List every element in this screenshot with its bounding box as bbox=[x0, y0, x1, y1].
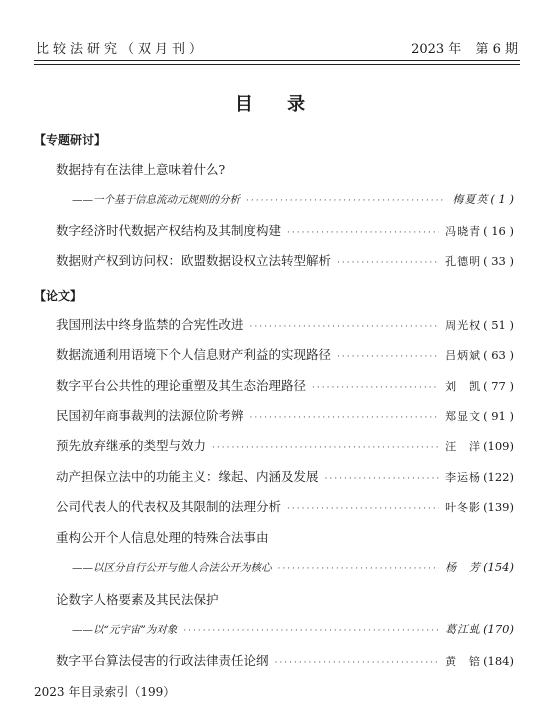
annual-index-note: 2023 年目录索引（199） bbox=[34, 685, 176, 699]
entry-page: (139) bbox=[483, 500, 514, 514]
entry-author: 杨 芳 bbox=[445, 561, 482, 574]
leader-dots bbox=[246, 196, 446, 206]
toc-entry-title: 重构公开个人信息处理的特殊合法事由 bbox=[56, 530, 269, 545]
toc-entry[interactable] bbox=[72, 559, 514, 575]
entry-page: ( 33 ) bbox=[483, 254, 514, 268]
entry-title: 数字经济时代数据产权结构及其制度构建 bbox=[56, 223, 282, 238]
entry-subtitle: ——以“元宇宙”为对象 bbox=[72, 624, 178, 636]
entry-author: 李运杨 bbox=[445, 471, 482, 484]
entry-author: 叶冬影 bbox=[445, 501, 482, 514]
toc-entry-title: 数据持有在法律上意味着什么? bbox=[56, 162, 226, 177]
entry-page: ( 91 ) bbox=[483, 409, 514, 423]
leader-dots bbox=[275, 658, 440, 668]
entry-author: 郑显文 bbox=[445, 410, 482, 423]
entry-title: 数字平台公共性的理论重塑及其生态治理路径 bbox=[56, 378, 307, 393]
toc-entry-title: 论数字人格要素及其民法保护 bbox=[56, 592, 219, 607]
issue-year: 2023 年 bbox=[411, 42, 462, 57]
leader-dots bbox=[337, 258, 439, 268]
entry-page: ( 77 ) bbox=[483, 379, 514, 393]
entry-author: 吕炳斌 bbox=[445, 349, 482, 362]
leader-dots bbox=[287, 504, 439, 514]
leader-dots bbox=[183, 626, 439, 636]
entry-title: 动产担保立法中的功能主义：缘起、内涵及发展 bbox=[56, 469, 319, 484]
toc-entry[interactable] bbox=[56, 651, 514, 669]
leader-dots bbox=[250, 322, 440, 332]
entry-author: 梅夏英 bbox=[452, 193, 489, 206]
header-rule-thick bbox=[34, 60, 520, 61]
entry-page: (154) bbox=[483, 560, 514, 574]
entry-author: 孔德明 bbox=[445, 255, 482, 268]
entry-page: ( 1 ) bbox=[490, 192, 514, 206]
journal-name: 比较法研究（双月刊） bbox=[36, 42, 207, 57]
entry-title: 民国初年商事裁判的法源位阶考辨 bbox=[56, 408, 244, 423]
issue-number: 第 6 期 bbox=[475, 42, 518, 57]
leader-dots bbox=[250, 413, 440, 423]
entry-author: 黄 锫 bbox=[445, 655, 482, 668]
entry-author: 汪 洋 bbox=[445, 440, 482, 453]
toc-entry[interactable] bbox=[72, 621, 514, 637]
toc-entry[interactable] bbox=[56, 436, 514, 454]
leader-dots bbox=[212, 443, 439, 453]
toc-entry[interactable] bbox=[56, 345, 514, 363]
leader-dots bbox=[278, 564, 440, 574]
toc-title: 目 录 bbox=[234, 94, 320, 115]
toc-entry[interactable] bbox=[56, 467, 514, 485]
leader-dots bbox=[337, 352, 439, 362]
entry-page: (170) bbox=[483, 622, 514, 636]
entry-title: 公司代表人的代表权及其限制的法理分析 bbox=[56, 499, 282, 514]
entry-page: ( 16 ) bbox=[483, 224, 514, 238]
toc-entry[interactable] bbox=[56, 497, 514, 515]
toc-entry[interactable] bbox=[56, 406, 514, 424]
toc-entry[interactable] bbox=[56, 315, 514, 333]
entry-title: 数字平台算法侵害的行政法律责任论纲 bbox=[56, 653, 269, 668]
toc-entry[interactable] bbox=[72, 191, 514, 207]
entry-author: 周光权 bbox=[445, 319, 482, 332]
leader-dots bbox=[325, 474, 440, 484]
entry-subtitle: ——一个基于信息流动元规则的分析 bbox=[72, 194, 240, 206]
entry-author: 冯晓青 bbox=[445, 225, 482, 238]
leader-dots bbox=[312, 383, 439, 393]
entry-page: (109) bbox=[483, 439, 514, 453]
entry-subtitle: ——以区分自行公开与他人合法公开为核心 bbox=[72, 562, 272, 574]
entry-page: (122) bbox=[483, 470, 514, 484]
issue-info bbox=[401, 38, 518, 57]
header-rule-thin bbox=[34, 64, 520, 65]
entry-title: 预先放弃继承的类型与效力 bbox=[56, 438, 207, 453]
toc-entry[interactable] bbox=[56, 221, 514, 239]
toc-entry[interactable] bbox=[56, 251, 514, 269]
entry-page: ( 51 ) bbox=[483, 318, 514, 332]
entry-page: (184) bbox=[483, 654, 514, 668]
running-header bbox=[36, 38, 518, 57]
entry-title: 我国刑法中终身监禁的合宪性改进 bbox=[56, 317, 244, 332]
section-heading-papers: 【论文】 bbox=[34, 289, 83, 303]
entry-author: 刘 凯 bbox=[445, 380, 482, 393]
entry-title: 数据流通利用语境下个人信息财产利益的实现路径 bbox=[56, 347, 332, 362]
entry-title: 数据财产权到访问权：欧盟数据设权立法转型解析 bbox=[56, 253, 332, 268]
toc-entry[interactable] bbox=[56, 376, 514, 394]
leader-dots bbox=[287, 228, 439, 238]
entry-page: ( 63 ) bbox=[483, 348, 514, 362]
entry-author: 葛江虬 bbox=[445, 623, 482, 636]
section-heading-special: 【专题研讨】 bbox=[34, 133, 107, 147]
